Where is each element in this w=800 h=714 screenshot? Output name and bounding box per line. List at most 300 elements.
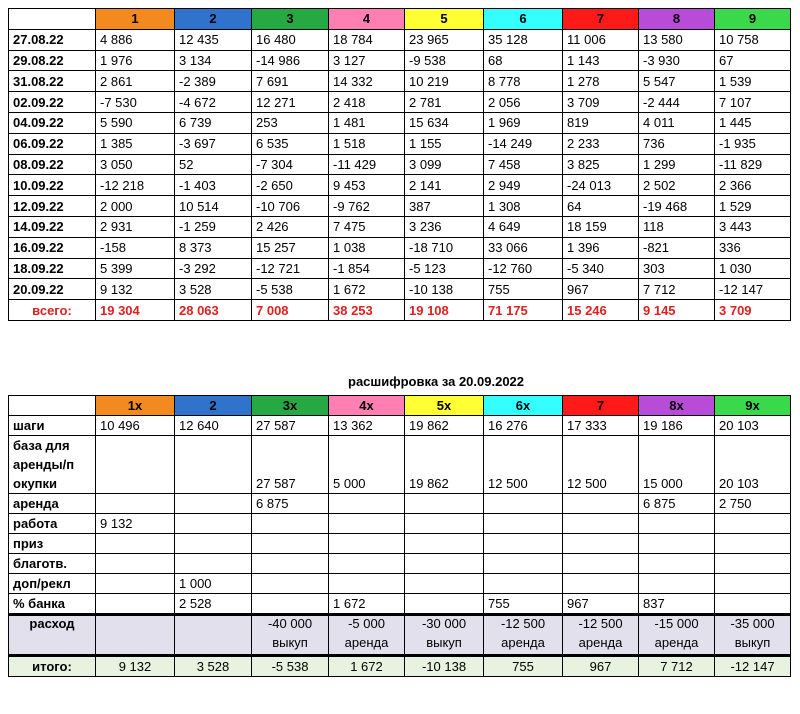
value-cell bbox=[484, 436, 563, 456]
value-cell: 2 233 bbox=[563, 133, 639, 154]
ads-row bbox=[9, 574, 791, 594]
value-cell: 7 691 bbox=[252, 71, 329, 92]
value-cell: 7 475 bbox=[329, 216, 405, 237]
total-cell: -12 147 bbox=[715, 656, 791, 677]
value-cell: -9 762 bbox=[329, 196, 405, 217]
row-label: итого: bbox=[9, 656, 96, 677]
value-cell: 736 bbox=[639, 133, 715, 154]
value-cell: 5 590 bbox=[96, 112, 175, 133]
table-row bbox=[9, 216, 791, 237]
value-cell: 67 bbox=[715, 50, 791, 71]
value-cell: 118 bbox=[639, 216, 715, 237]
column-header: 3х bbox=[252, 396, 329, 416]
value-cell bbox=[252, 436, 329, 456]
value-cell: 837 bbox=[639, 594, 715, 615]
column-header: 4х bbox=[329, 396, 405, 416]
rent-row bbox=[9, 494, 791, 514]
value-cell: 18 784 bbox=[329, 29, 405, 50]
value-cell: -10 706 bbox=[252, 196, 329, 217]
value-cell: 11 006 bbox=[563, 29, 639, 50]
total-cell: -10 138 bbox=[405, 656, 484, 677]
value-cell: 2 000 bbox=[96, 196, 175, 217]
value-cell: -2 444 bbox=[639, 92, 715, 113]
total-cell: 755 bbox=[484, 656, 563, 677]
value-cell: 8 373 bbox=[175, 237, 252, 258]
value-cell bbox=[639, 554, 715, 574]
value-cell bbox=[639, 574, 715, 594]
row-label: база для bbox=[9, 436, 96, 456]
value-cell: 1 038 bbox=[329, 237, 405, 258]
column-header: 9 bbox=[715, 9, 791, 30]
steps-row bbox=[9, 416, 791, 436]
total-cell: 7 712 bbox=[639, 656, 715, 677]
value-cell: 7 107 bbox=[715, 92, 791, 113]
value-cell: -821 bbox=[639, 237, 715, 258]
value-cell: 10 219 bbox=[405, 71, 484, 92]
value-cell: 9 132 bbox=[96, 279, 175, 300]
value-cell bbox=[563, 455, 639, 474]
value-cell: -3 930 bbox=[639, 50, 715, 71]
table-row bbox=[9, 112, 791, 133]
value-cell: 9 453 bbox=[329, 175, 405, 196]
column-header: 7 bbox=[563, 396, 639, 416]
value-cell: 819 bbox=[563, 112, 639, 133]
expense-cell: -35 000 bbox=[715, 615, 791, 636]
value-cell: 14 332 bbox=[329, 71, 405, 92]
value-cell: 6 535 bbox=[252, 133, 329, 154]
value-cell bbox=[639, 455, 715, 474]
value-cell: 3 825 bbox=[563, 154, 639, 175]
row-label: расход bbox=[9, 615, 96, 636]
value-cell: 12 500 bbox=[563, 474, 639, 494]
total-cell: 7 008 bbox=[252, 300, 329, 321]
value-cell: 1 143 bbox=[563, 50, 639, 71]
column-header: 3 bbox=[252, 9, 329, 30]
row-label: % банка bbox=[9, 594, 96, 615]
date-cell: 31.08.22 bbox=[9, 71, 96, 92]
value-cell: 35 128 bbox=[484, 29, 563, 50]
value-cell: 2 528 bbox=[175, 594, 252, 615]
date-cell: 04.09.22 bbox=[9, 112, 96, 133]
value-cell bbox=[405, 494, 484, 514]
date-cell: 16.09.22 bbox=[9, 237, 96, 258]
row-label: работа bbox=[9, 514, 96, 534]
value-cell bbox=[96, 494, 175, 514]
value-cell: 1 030 bbox=[715, 258, 791, 279]
value-cell: 1 445 bbox=[715, 112, 791, 133]
value-cell bbox=[405, 594, 484, 615]
column-header: 5 bbox=[405, 9, 484, 30]
value-cell: -5 123 bbox=[405, 258, 484, 279]
expense-cell: -40 000 bbox=[252, 615, 329, 636]
value-cell: -1 259 bbox=[175, 216, 252, 237]
value-cell: 23 965 bbox=[405, 29, 484, 50]
value-cell: 15 634 bbox=[405, 112, 484, 133]
value-cell: 2 949 bbox=[484, 175, 563, 196]
corner-cell bbox=[9, 396, 96, 416]
value-cell bbox=[329, 574, 405, 594]
value-cell: 1 308 bbox=[484, 196, 563, 217]
table-row bbox=[9, 71, 791, 92]
value-cell: 27 587 bbox=[252, 474, 329, 494]
value-cell: -12 760 bbox=[484, 258, 563, 279]
value-cell: 3 443 bbox=[715, 216, 791, 237]
value-cell: 12 500 bbox=[484, 474, 563, 494]
value-cell bbox=[329, 494, 405, 514]
value-cell: -5 538 bbox=[252, 279, 329, 300]
column-header: 2 bbox=[175, 9, 252, 30]
value-cell bbox=[96, 534, 175, 554]
value-cell: 1 976 bbox=[96, 50, 175, 71]
value-cell: 16 276 bbox=[484, 416, 563, 436]
value-cell bbox=[175, 436, 252, 456]
value-cell bbox=[563, 514, 639, 534]
value-cell: -7 530 bbox=[96, 92, 175, 113]
value-cell: 2 141 bbox=[405, 175, 484, 196]
value-cell: 755 bbox=[484, 594, 563, 615]
value-cell: -4 672 bbox=[175, 92, 252, 113]
charity-row bbox=[9, 554, 791, 574]
value-cell: 7 458 bbox=[484, 154, 563, 175]
value-cell bbox=[96, 474, 175, 494]
expense-note bbox=[175, 635, 252, 656]
column-header: 4 bbox=[329, 9, 405, 30]
value-cell bbox=[715, 455, 791, 474]
value-cell: 1 672 bbox=[329, 594, 405, 615]
value-cell bbox=[563, 534, 639, 554]
expense-note: аренда bbox=[484, 635, 563, 656]
expense-cell: -15 000 bbox=[639, 615, 715, 636]
value-cell: 12 640 bbox=[175, 416, 252, 436]
row-label: аренда bbox=[9, 494, 96, 514]
table-row bbox=[9, 175, 791, 196]
value-cell: 16 480 bbox=[252, 29, 329, 50]
total-cell: 3 528 bbox=[175, 656, 252, 677]
column-header: 5х bbox=[405, 396, 484, 416]
breakdown-caption: расшифровка за 20.09.2022 bbox=[348, 374, 525, 389]
value-cell bbox=[563, 574, 639, 594]
expense-row bbox=[9, 615, 791, 636]
value-cell bbox=[484, 574, 563, 594]
value-cell bbox=[175, 455, 252, 474]
value-cell: -1 403 bbox=[175, 175, 252, 196]
value-cell: 1 518 bbox=[329, 133, 405, 154]
value-cell: -14 249 bbox=[484, 133, 563, 154]
value-cell: -24 013 bbox=[563, 175, 639, 196]
value-cell: -3 292 bbox=[175, 258, 252, 279]
total-cell: 1 672 bbox=[329, 656, 405, 677]
value-cell: -3 697 bbox=[175, 133, 252, 154]
value-cell: 2 418 bbox=[329, 92, 405, 113]
value-cell: 2 366 bbox=[715, 175, 791, 196]
value-cell: 8 778 bbox=[484, 71, 563, 92]
expense-note: выкуп bbox=[252, 635, 329, 656]
total-cell: 19 304 bbox=[96, 300, 175, 321]
value-cell: -12 218 bbox=[96, 175, 175, 196]
base-row bbox=[9, 474, 791, 494]
value-cell: -12 721 bbox=[252, 258, 329, 279]
table-row bbox=[9, 154, 791, 175]
value-cell bbox=[563, 436, 639, 456]
value-cell: 20 103 bbox=[715, 474, 791, 494]
date-cell: 10.09.22 bbox=[9, 175, 96, 196]
value-cell: 20 103 bbox=[715, 416, 791, 436]
date-cell: 29.08.22 bbox=[9, 50, 96, 71]
date-cell: 12.09.22 bbox=[9, 196, 96, 217]
value-cell: -18 710 bbox=[405, 237, 484, 258]
value-cell: 7 712 bbox=[639, 279, 715, 300]
row-label: аренды/п bbox=[9, 455, 96, 474]
value-cell: -12 147 bbox=[715, 279, 791, 300]
table-row bbox=[9, 258, 791, 279]
value-cell: 1 529 bbox=[715, 196, 791, 217]
expense-cell bbox=[96, 615, 175, 636]
value-cell: -1 935 bbox=[715, 133, 791, 154]
summary-table bbox=[8, 8, 791, 321]
value-cell bbox=[639, 534, 715, 554]
value-cell: 303 bbox=[639, 258, 715, 279]
value-cell: 2 502 bbox=[639, 175, 715, 196]
value-cell bbox=[252, 594, 329, 615]
value-cell: 2 750 bbox=[715, 494, 791, 514]
value-cell bbox=[175, 534, 252, 554]
value-cell: 3 709 bbox=[563, 92, 639, 113]
value-cell bbox=[329, 436, 405, 456]
value-cell: 17 333 bbox=[563, 416, 639, 436]
value-cell: 10 496 bbox=[96, 416, 175, 436]
value-cell: 5 399 bbox=[96, 258, 175, 279]
date-cell: 20.09.22 bbox=[9, 279, 96, 300]
value-cell: 13 362 bbox=[329, 416, 405, 436]
value-cell: 1 672 bbox=[329, 279, 405, 300]
value-cell: -19 468 bbox=[639, 196, 715, 217]
value-cell: 387 bbox=[405, 196, 484, 217]
row-label: благотв. bbox=[9, 554, 96, 574]
value-cell bbox=[175, 554, 252, 574]
value-cell bbox=[96, 436, 175, 456]
table-row bbox=[9, 29, 791, 50]
table-row bbox=[9, 50, 791, 71]
value-cell: 15 257 bbox=[252, 237, 329, 258]
value-cell bbox=[484, 455, 563, 474]
total-cell: 9 132 bbox=[96, 656, 175, 677]
date-cell: 06.09.22 bbox=[9, 133, 96, 154]
value-cell bbox=[175, 474, 252, 494]
value-cell: 12 435 bbox=[175, 29, 252, 50]
column-header: 1х bbox=[96, 396, 175, 416]
value-cell bbox=[405, 534, 484, 554]
value-cell: 2 861 bbox=[96, 71, 175, 92]
column-header: 8 bbox=[639, 9, 715, 30]
value-cell bbox=[252, 455, 329, 474]
value-cell: 2 931 bbox=[96, 216, 175, 237]
column-header: 2 bbox=[175, 396, 252, 416]
value-cell: 755 bbox=[484, 279, 563, 300]
base-row bbox=[9, 436, 791, 456]
value-cell: 4 011 bbox=[639, 112, 715, 133]
value-cell: -1 854 bbox=[329, 258, 405, 279]
value-cell: 1 539 bbox=[715, 71, 791, 92]
column-header: 8х bbox=[639, 396, 715, 416]
base-row bbox=[9, 455, 791, 474]
value-cell: 336 bbox=[715, 237, 791, 258]
value-cell bbox=[252, 534, 329, 554]
value-cell bbox=[639, 436, 715, 456]
value-cell bbox=[405, 514, 484, 534]
value-cell: 253 bbox=[252, 112, 329, 133]
header-row bbox=[9, 396, 791, 416]
column-header: 6х bbox=[484, 396, 563, 416]
value-cell: 18 159 bbox=[563, 216, 639, 237]
value-cell bbox=[175, 514, 252, 534]
value-cell bbox=[484, 494, 563, 514]
value-cell: 19 862 bbox=[405, 416, 484, 436]
date-cell: 02.09.22 bbox=[9, 92, 96, 113]
value-cell: 10 514 bbox=[175, 196, 252, 217]
value-cell bbox=[252, 514, 329, 534]
value-cell bbox=[96, 455, 175, 474]
total-cell: -5 538 bbox=[252, 656, 329, 677]
value-cell: -5 340 bbox=[563, 258, 639, 279]
value-cell: 1 155 bbox=[405, 133, 484, 154]
total-cell: 9 145 bbox=[639, 300, 715, 321]
value-cell: -158 bbox=[96, 237, 175, 258]
work-row bbox=[9, 514, 791, 534]
value-cell: 1 396 bbox=[563, 237, 639, 258]
value-cell bbox=[96, 594, 175, 615]
value-cell: 12 271 bbox=[252, 92, 329, 113]
row-label: доп/рекл bbox=[9, 574, 96, 594]
value-cell: -2 389 bbox=[175, 71, 252, 92]
value-cell: 967 bbox=[563, 279, 639, 300]
value-cell: 68 bbox=[484, 50, 563, 71]
value-cell: 2 781 bbox=[405, 92, 484, 113]
expense-note: выкуп bbox=[405, 635, 484, 656]
total-cell: 967 bbox=[563, 656, 639, 677]
expense-row bbox=[9, 635, 791, 656]
column-header: 6 bbox=[484, 9, 563, 30]
value-cell bbox=[563, 494, 639, 514]
value-cell: 1 299 bbox=[639, 154, 715, 175]
table-row bbox=[9, 196, 791, 217]
value-cell: 1 000 bbox=[175, 574, 252, 594]
total-cell: 19 108 bbox=[405, 300, 484, 321]
value-cell bbox=[329, 514, 405, 534]
value-cell: 1 969 bbox=[484, 112, 563, 133]
total-cell: 15 246 bbox=[563, 300, 639, 321]
value-cell bbox=[96, 574, 175, 594]
total-cell: 3 709 bbox=[715, 300, 791, 321]
value-cell bbox=[405, 436, 484, 456]
expense-note: аренда bbox=[563, 635, 639, 656]
breakdown-table bbox=[8, 395, 791, 677]
value-cell: 19 862 bbox=[405, 474, 484, 494]
total-row bbox=[9, 656, 791, 677]
expense-cell: -5 000 bbox=[329, 615, 405, 636]
value-cell: 4 649 bbox=[484, 216, 563, 237]
value-cell: 3 050 bbox=[96, 154, 175, 175]
row-label: приз bbox=[9, 534, 96, 554]
value-cell: 6 875 bbox=[252, 494, 329, 514]
value-cell: 2 056 bbox=[484, 92, 563, 113]
value-cell bbox=[252, 554, 329, 574]
row-label: окупки bbox=[9, 474, 96, 494]
value-cell bbox=[96, 554, 175, 574]
table-row bbox=[9, 279, 791, 300]
value-cell bbox=[715, 514, 791, 534]
expense-note: выкуп bbox=[715, 635, 791, 656]
totals-label: всего: bbox=[9, 300, 96, 321]
value-cell bbox=[639, 514, 715, 534]
expense-cell: -30 000 bbox=[405, 615, 484, 636]
value-cell: 9 132 bbox=[96, 514, 175, 534]
value-cell: 3 127 bbox=[329, 50, 405, 71]
bank-row bbox=[9, 594, 791, 615]
value-cell bbox=[329, 534, 405, 554]
value-cell: 64 bbox=[563, 196, 639, 217]
totals-row bbox=[9, 300, 791, 321]
value-cell: 6 875 bbox=[639, 494, 715, 514]
value-cell bbox=[715, 574, 791, 594]
value-cell: -2 650 bbox=[252, 175, 329, 196]
value-cell: 1 481 bbox=[329, 112, 405, 133]
value-cell: 33 066 bbox=[484, 237, 563, 258]
value-cell: -7 304 bbox=[252, 154, 329, 175]
value-cell: 1 278 bbox=[563, 71, 639, 92]
value-cell: 967 bbox=[563, 594, 639, 615]
value-cell bbox=[715, 534, 791, 554]
value-cell: -9 538 bbox=[405, 50, 484, 71]
value-cell bbox=[715, 554, 791, 574]
row-label: шаги bbox=[9, 416, 96, 436]
value-cell bbox=[329, 554, 405, 574]
value-cell bbox=[715, 436, 791, 456]
total-cell: 28 063 bbox=[175, 300, 252, 321]
value-cell: 15 000 bbox=[639, 474, 715, 494]
value-cell: 3 236 bbox=[405, 216, 484, 237]
value-cell bbox=[405, 455, 484, 474]
table-row bbox=[9, 133, 791, 154]
prize-row bbox=[9, 534, 791, 554]
value-cell: 5 000 bbox=[329, 474, 405, 494]
row-label bbox=[9, 635, 96, 656]
value-cell: 19 186 bbox=[639, 416, 715, 436]
date-cell: 18.09.22 bbox=[9, 258, 96, 279]
value-cell bbox=[563, 554, 639, 574]
value-cell bbox=[715, 594, 791, 615]
table-row bbox=[9, 237, 791, 258]
value-cell bbox=[252, 574, 329, 594]
total-cell: 71 175 bbox=[484, 300, 563, 321]
value-cell bbox=[405, 554, 484, 574]
value-cell: -14 986 bbox=[252, 50, 329, 71]
value-cell: 27 587 bbox=[252, 416, 329, 436]
corner-cell bbox=[9, 9, 96, 30]
value-cell bbox=[484, 514, 563, 534]
value-cell bbox=[329, 455, 405, 474]
value-cell: 13 580 bbox=[639, 29, 715, 50]
table-row bbox=[9, 92, 791, 113]
value-cell bbox=[175, 494, 252, 514]
column-header: 9х bbox=[715, 396, 791, 416]
value-cell: 2 426 bbox=[252, 216, 329, 237]
total-cell: 38 253 bbox=[329, 300, 405, 321]
value-cell: 6 739 bbox=[175, 112, 252, 133]
value-cell: 3 528 bbox=[175, 279, 252, 300]
expense-note: аренда bbox=[639, 635, 715, 656]
value-cell: 1 385 bbox=[96, 133, 175, 154]
value-cell: 52 bbox=[175, 154, 252, 175]
